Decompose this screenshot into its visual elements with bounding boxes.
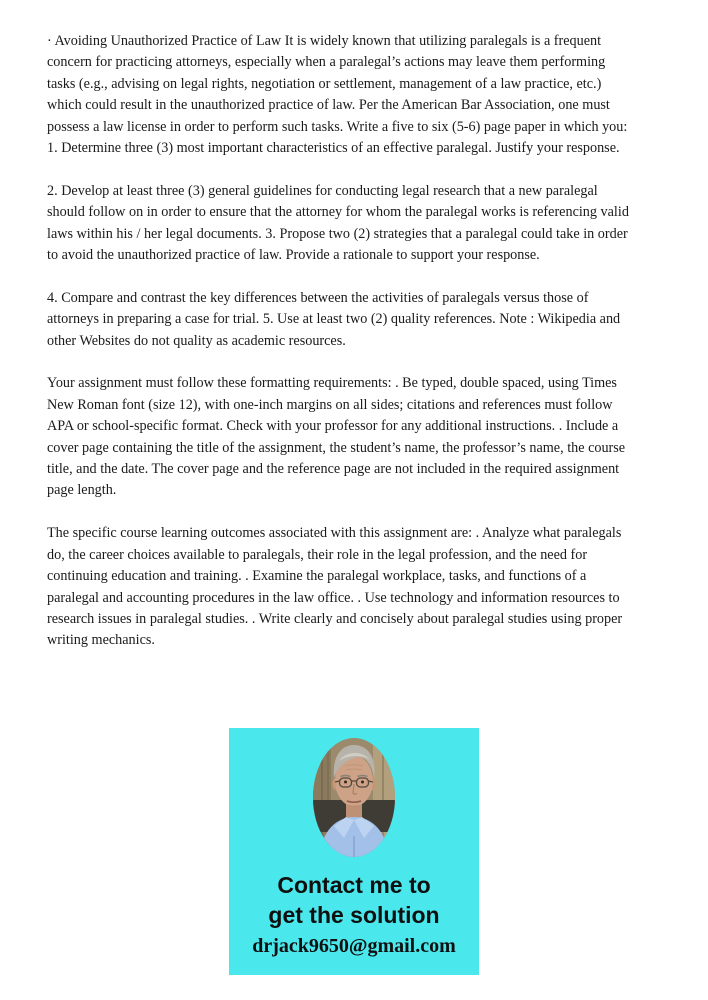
contact-heading-line1: Contact me to	[277, 872, 431, 898]
contact-email: drjack9650@gmail.com	[252, 935, 456, 957]
assignment-paragraph-2: 2. Develop at least three (3) general guidelines for conducting legal research that a new paralegal should follow on in order to ensure that the attorney for whom the paralegal works is referencing valid laws within his / her legal documents. 3. Propose two (2) strategies that a paralegal could take in order to avoid the unauthorized practice of law. Provide a rationale to support your response.	[47, 182, 629, 264]
assignment-paragraph-1: · Avoiding Unauthorized Practice of Law It is widely known that utilizing paralegals is a frequent concern for practicing attorneys, especially when a paralegal’s actions may leave them performing tasks (e.g., advising on legal rights, negotiation or settlement, management of a law practice, etc.) which could result in the unauthorized practice of law. Per the American Bar Association, one must possess a law license in order to perform such tasks. Write a five to six (5-6) page paper in which you: 1. Determine three (3) most important characteristics of an effective paralegal. Justify your response.	[47, 33, 628, 157]
assignment-paragraph-4: Your assignment must follow these formatting requirements: . Be typed, double spaced, using Times New Roman font (size 12), with one-inch margins on all sides; citations and references must follow APA or school-specific format. Check with your professor for any additional instructions. . Include a cover page containing the title of the assignment, the student’s name, the professor’s name, the course title, and the date. The cover page and the reference page are not included in the required assignment page length.	[47, 375, 626, 499]
contact-card	[229, 728, 479, 975]
assignment-paragraph-5: The specific course learning outcomes associated with this assignment are: . Analyze what paralegals do, the career choices available to paralegals, their role in the legal profession, and the need for continuing education and training. . Examine the paralegal workplace, tasks, and functions of a paralegal and accounting procedures in the law office. . Use technology and information resources to research issues in paralegal studies. . Write clearly and concisely about paralegal studies using proper writing mechanics.	[47, 525, 623, 649]
assignment-text	[47, 31, 632, 673]
tutor-portrait-photo	[313, 738, 395, 857]
portrait-illustration	[313, 738, 395, 857]
contact-heading-line2: get the solution	[268, 902, 440, 928]
assignment-paragraph-3: 4. Compare and contrast the key differences between the activities of paralegals versus those of attorneys in preparing a case for trial. 5. Use at least two (2) quality references. Note : Wikipedia and other Websites do not quality as academic resources.	[47, 289, 621, 349]
